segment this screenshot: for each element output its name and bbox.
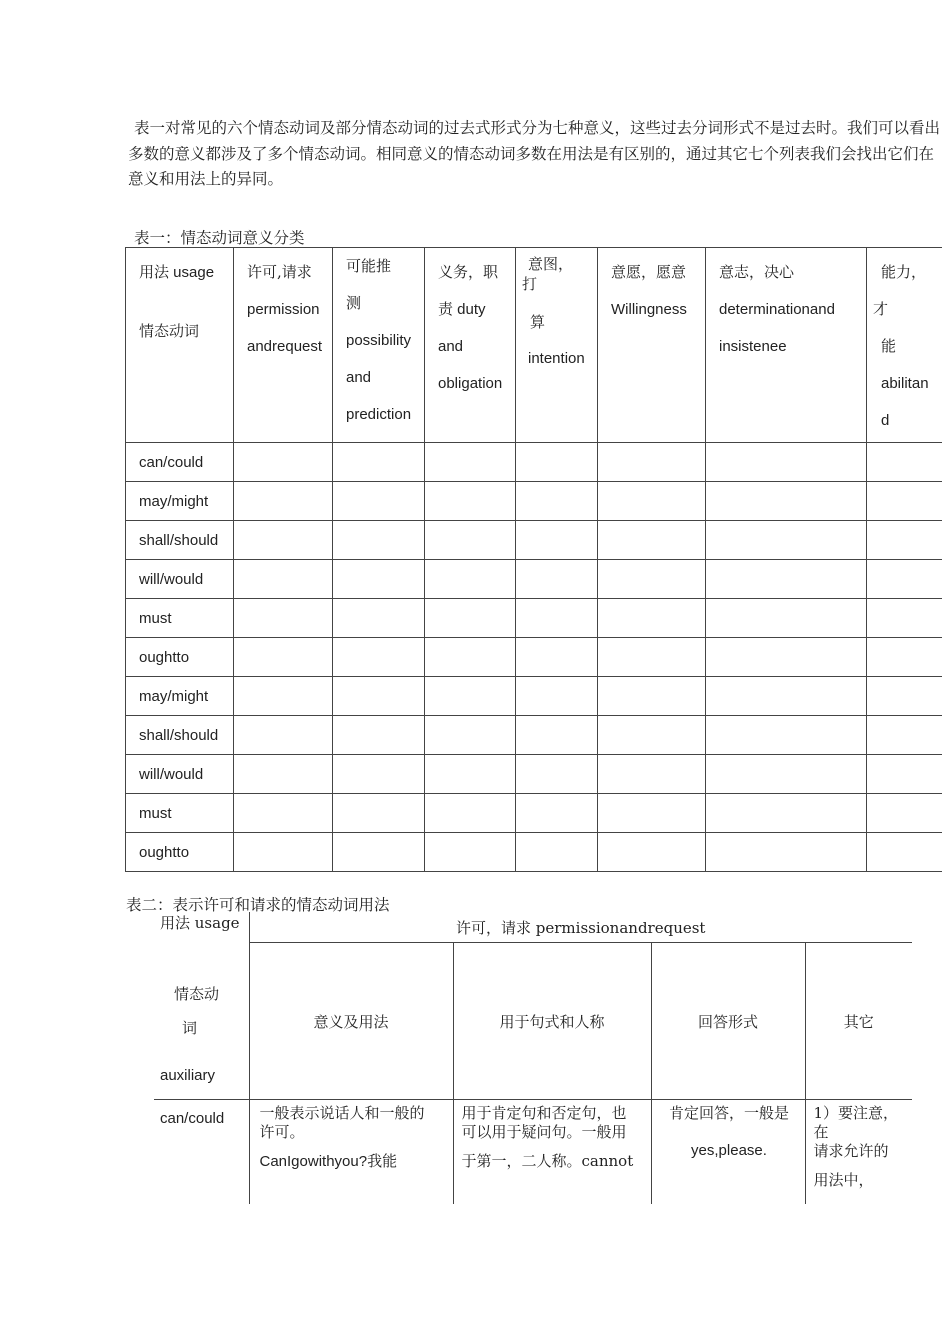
h-text: Willingness: [611, 301, 687, 318]
table2-col-sentence: 用于句式和人称: [453, 943, 651, 1100]
cell-line: yes,please.: [691, 1142, 767, 1159]
h-text: 意愿，愿意: [611, 263, 687, 281]
h-text: determinationand: [719, 301, 835, 318]
table1-cell: [598, 560, 706, 599]
h-text: 打: [522, 275, 538, 293]
table2-side-label: [154, 943, 249, 1100]
table1-cell: [516, 560, 598, 599]
table1-header-intention: [516, 248, 598, 443]
h-text: 许可,请求: [247, 263, 312, 281]
table1-cell: [706, 638, 867, 677]
table1-cell: [867, 638, 942, 677]
table1-cell: [516, 599, 598, 638]
cell-line: 许可。: [259, 1123, 305, 1141]
h-text: 算: [530, 313, 546, 331]
table1-cell: [598, 521, 706, 560]
table1-cell: [333, 521, 425, 560]
table1-cell: [234, 443, 333, 482]
table1-cell: [706, 560, 867, 599]
cell-line: 一般表示说话人和一般的: [259, 1104, 425, 1122]
table1-cell: [234, 482, 333, 521]
side-text: 情态动: [174, 984, 220, 1003]
table1-cell: [333, 599, 425, 638]
cell-line: 1）要注意，在: [813, 1104, 899, 1141]
table1-row-modal: will/would: [126, 560, 234, 599]
h-text: and: [438, 338, 464, 355]
table1-row: [126, 833, 942, 872]
table1-cell: [425, 638, 516, 677]
table2-row-sentence: [453, 1100, 651, 1205]
table1-cell: [425, 521, 516, 560]
table1-cell: [867, 482, 942, 521]
table1-cell: [598, 443, 706, 482]
table1-cell: [234, 599, 333, 638]
table1-header-willingness: [598, 248, 706, 443]
table1-header-usage: [126, 248, 234, 443]
table2-col-meaning: 意义及用法: [249, 943, 453, 1100]
table1-cell: [706, 482, 867, 521]
table1-row-modal: oughtto: [126, 638, 234, 677]
h-text: obligation: [438, 375, 503, 392]
table1-cell: [333, 677, 425, 716]
h-text: 意图，: [528, 255, 574, 273]
table1-cell: [234, 794, 333, 833]
h-text: abilitan: [881, 375, 929, 392]
table1-cell: [333, 638, 425, 677]
table2-col-answer: 回答形式: [651, 943, 805, 1100]
table2: [154, 912, 912, 1204]
table1-cell: [598, 794, 706, 833]
table2-header-row: [154, 943, 912, 1100]
table1-cell: [333, 482, 425, 521]
table1-cell: [598, 716, 706, 755]
table1-cell: [706, 755, 867, 794]
table2-row: [154, 1100, 912, 1205]
intro-paragraph: 表一对常见的六个情态动词及部分情态动词的过去式形式分为七种意义，这些过去分词形式不是过去时。我们可以看出多数的意义都涉及了多个情态动词。相同意义的情态动词多数在用法是有区别的，通过其它七个列表我们会找出它们在意义和用法上的异同。: [128, 119, 941, 188]
table1-cell: [867, 716, 942, 755]
table1-cell: [333, 833, 425, 872]
h-text: permission: [247, 301, 320, 318]
table1-row: [126, 482, 942, 521]
table1-cell: [516, 833, 598, 872]
table1-row: [126, 560, 942, 599]
table1-cell: [425, 833, 516, 872]
h-text: 测: [346, 294, 362, 312]
usage-label: 用法 usage: [139, 264, 215, 281]
table1-row: [126, 716, 942, 755]
cell-line: 请求允许的: [813, 1142, 889, 1160]
table1-cell: [867, 443, 942, 482]
table1-row: [126, 638, 942, 677]
h-text: and: [346, 369, 372, 386]
table1-cell: [598, 599, 706, 638]
table1-cell: [516, 794, 598, 833]
table1-cell: [598, 638, 706, 677]
h-text: 意志，决心: [719, 263, 795, 281]
table1-cell: [425, 677, 516, 716]
table1-cell: [706, 599, 867, 638]
table1-cell: [333, 755, 425, 794]
h-text: possibility: [346, 332, 412, 349]
table1-row: [126, 794, 942, 833]
table1-row-modal: shall/should: [126, 521, 234, 560]
table1-cell: [598, 677, 706, 716]
table1-cell: [867, 521, 942, 560]
table2-row-modal: can/could: [154, 1100, 249, 1205]
table1-cell: [516, 638, 598, 677]
table1-cell: [516, 716, 598, 755]
table1-cell: [234, 755, 333, 794]
table1-cell: [706, 443, 867, 482]
table1-cell: [234, 677, 333, 716]
table1-cell: [234, 521, 333, 560]
table1-header-row: [126, 248, 942, 443]
table1-cell: [706, 716, 867, 755]
table1-cell: [425, 599, 516, 638]
cell-line: 于第一，二人称。cannot: [461, 1152, 634, 1170]
table1-cell: [516, 443, 598, 482]
table2-usage-label: 用法 usage: [154, 912, 249, 943]
h-text: 可能推: [346, 257, 392, 275]
table1-row-modal: may/might: [126, 482, 234, 521]
table1-row: [126, 521, 942, 560]
table1-cell: [867, 677, 942, 716]
table2-row-other: [805, 1100, 912, 1205]
h-text: 义务，职: [438, 263, 499, 281]
table1-cell: [867, 560, 942, 599]
table1-header-permission: [234, 248, 333, 443]
table1-cell: [516, 482, 598, 521]
table1-cell: [425, 560, 516, 599]
h-text: 能: [881, 337, 897, 355]
table1-caption: 表一：情态动词意义分类: [134, 229, 305, 247]
cell-line: CanIgowithyou?我能: [259, 1153, 398, 1170]
table1-cell: [516, 755, 598, 794]
h-text: 能力，: [881, 263, 927, 281]
table1-row: [126, 599, 942, 638]
table1-row-modal: oughtto: [126, 833, 234, 872]
table1-cell: [425, 443, 516, 482]
table1-cell: [516, 677, 598, 716]
cell-line: 肯定回答，一般是: [668, 1104, 789, 1122]
table1-cell: [425, 482, 516, 521]
table1-cell: [425, 794, 516, 833]
table1-cell: [867, 755, 942, 794]
table1-cell: [598, 755, 706, 794]
table1-row-modal: must: [126, 794, 234, 833]
table1-cell: [333, 443, 425, 482]
h-text: 责 duty: [438, 301, 486, 318]
table1-row-modal: must: [126, 599, 234, 638]
table2-span-header: 许可，请求 permissionandrequest: [249, 912, 912, 943]
h-text: d: [881, 412, 890, 429]
table1-cell: [425, 755, 516, 794]
h-text: prediction: [346, 406, 412, 423]
table1-cell: [867, 599, 942, 638]
cell-line: 用法中，: [813, 1171, 874, 1189]
table2-row-answer: [651, 1100, 805, 1205]
table2-col-other: 其它: [805, 943, 912, 1100]
table1-cell: [706, 677, 867, 716]
table2-top-row: [154, 912, 912, 943]
cell-line: 用于肯定句和否定句，也: [461, 1104, 627, 1122]
cell-line: 可以用于疑问句。一般用: [461, 1123, 627, 1141]
table1-cell: [706, 521, 867, 560]
table2-caption: 表二：表示许可和请求的情态动词用法: [126, 896, 390, 914]
table1: [125, 247, 942, 872]
h-text: intention: [528, 350, 585, 367]
table1-cell: [333, 716, 425, 755]
table1-header-possibility: [333, 248, 425, 443]
table1-row: [126, 443, 942, 482]
table1-cell: [234, 833, 333, 872]
table1-cell: [706, 833, 867, 872]
table1-row-modal: can/could: [126, 443, 234, 482]
table1-body: [126, 443, 942, 872]
table1-row-modal: will/would: [126, 755, 234, 794]
side-text: 词: [182, 1018, 198, 1037]
table1-cell: [598, 482, 706, 521]
table1-cell: [425, 716, 516, 755]
modal-label: 情态动词: [139, 322, 200, 340]
table1-cell: [333, 794, 425, 833]
side-text: auxiliary: [160, 1066, 216, 1084]
table1-cell: [867, 794, 942, 833]
table1-row: [126, 755, 942, 794]
table1-cell: [234, 560, 333, 599]
table1-header-determination: [706, 248, 867, 443]
table1-cell: [867, 833, 942, 872]
table1-cell: [516, 521, 598, 560]
h-text: andrequest: [247, 338, 323, 355]
table1-cell: [598, 833, 706, 872]
table1-cell: [333, 560, 425, 599]
table1-row-modal: shall/should: [126, 716, 234, 755]
table1-cell: [234, 638, 333, 677]
table1-header-ability: [867, 248, 942, 443]
table1-cell: [706, 794, 867, 833]
h-text: 才: [873, 300, 889, 318]
table1-header-duty: [425, 248, 516, 443]
table1-cell: [234, 716, 333, 755]
h-text: insistenee: [719, 338, 787, 355]
table1-row-modal: may/might: [126, 677, 234, 716]
table1-row: [126, 677, 942, 716]
table2-row-meaning: [249, 1100, 453, 1205]
